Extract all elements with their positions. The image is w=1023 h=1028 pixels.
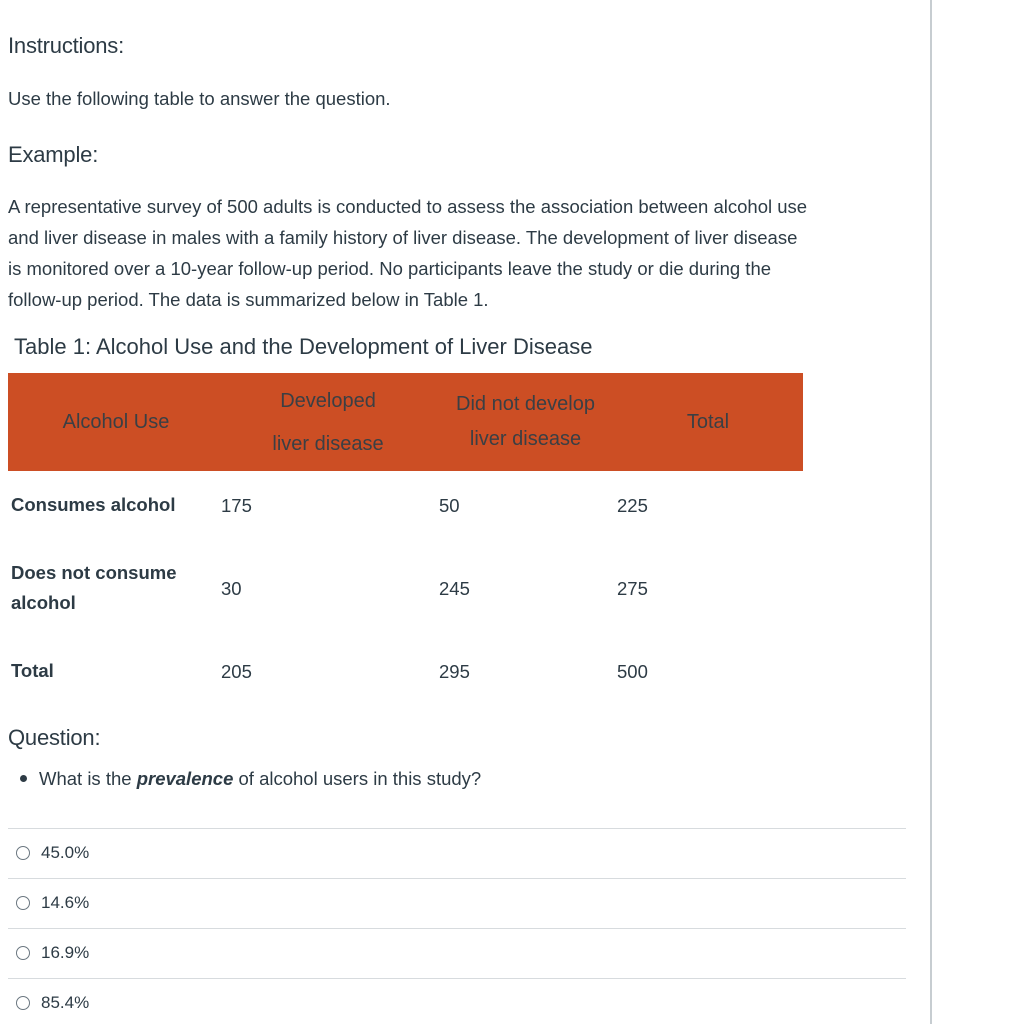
header-alcohol-use: Alcohol Use xyxy=(62,411,170,433)
answer-option[interactable] xyxy=(8,978,906,1028)
row-label-line: Consumes alcohol xyxy=(11,494,176,515)
example-line: A representative survey of 500 adults is conducted to assess the association between alcohol use xyxy=(8,196,808,217)
instructions-heading: Instructions: xyxy=(8,33,125,58)
row-label-consumes xyxy=(11,490,175,520)
row-label-line: Total xyxy=(11,660,54,681)
cell-developed: 30 xyxy=(221,578,242,599)
cell-not-developed: 50 xyxy=(439,495,460,516)
row-label-total xyxy=(11,656,54,686)
cell-developed: 175 xyxy=(221,495,252,516)
cell-not-developed: 245 xyxy=(439,578,470,599)
page-divider xyxy=(930,0,932,1024)
answer-label[interactable]: 45.0% xyxy=(41,843,90,862)
example-heading: Example: xyxy=(8,142,99,167)
header-did-not-develop-line2: liver disease xyxy=(469,428,582,450)
bullet-icon xyxy=(20,775,27,782)
cell-developed: 205 xyxy=(221,661,252,682)
radio-button[interactable] xyxy=(16,846,30,860)
header-developed-line2: liver disease xyxy=(272,433,384,455)
cell-total: 500 xyxy=(617,661,648,682)
example-line: follow-up period. The data is summarized below in Table 1. xyxy=(8,289,489,310)
radio-button[interactable] xyxy=(16,996,30,1010)
header-total: Total xyxy=(686,411,730,433)
cell-total: 225 xyxy=(617,495,648,516)
table-caption: Table 1: Alcohol Use and the Development of Liver Disease xyxy=(14,334,593,359)
cell-total: 275 xyxy=(617,578,648,599)
header-did-not-develop-line1: Did not develop xyxy=(456,393,595,415)
row-label-line: alcohol xyxy=(11,592,76,613)
header-developed-line1: Developed xyxy=(280,390,376,412)
radio-button[interactable] xyxy=(16,946,30,960)
answer-option[interactable] xyxy=(8,828,906,878)
example-line: is monitored over a 10-year follow-up period. No participants leave the study or die during the xyxy=(8,258,772,279)
header-did-not-develop xyxy=(433,387,618,457)
example-line: and liver disease in males with a family history of liver disease. The development of liver disease xyxy=(8,227,798,248)
example-paragraph xyxy=(8,191,807,315)
question-suffix: of alcohol users in this study? xyxy=(233,768,482,789)
answer-label[interactable]: 14.6% xyxy=(41,893,90,912)
row-label-does-not-consume xyxy=(11,558,177,618)
instructions-text: Use the following table to answer the question. xyxy=(8,88,391,109)
question-prefix: What is the xyxy=(39,768,137,789)
radio-button[interactable] xyxy=(16,896,30,910)
answer-list xyxy=(8,828,906,1028)
cell-not-developed: 295 xyxy=(439,661,470,682)
table-header-row xyxy=(8,373,803,471)
answer-option[interactable] xyxy=(8,878,906,928)
row-label-line: Does not consume xyxy=(11,562,177,583)
answer-option[interactable] xyxy=(8,928,906,978)
answer-label[interactable]: 85.4% xyxy=(41,993,90,1012)
question-item xyxy=(20,768,481,790)
question-emphasis: prevalence xyxy=(136,768,234,789)
question-heading: Question: xyxy=(8,725,101,750)
header-developed xyxy=(248,382,408,463)
answer-label[interactable]: 16.9% xyxy=(41,943,90,962)
